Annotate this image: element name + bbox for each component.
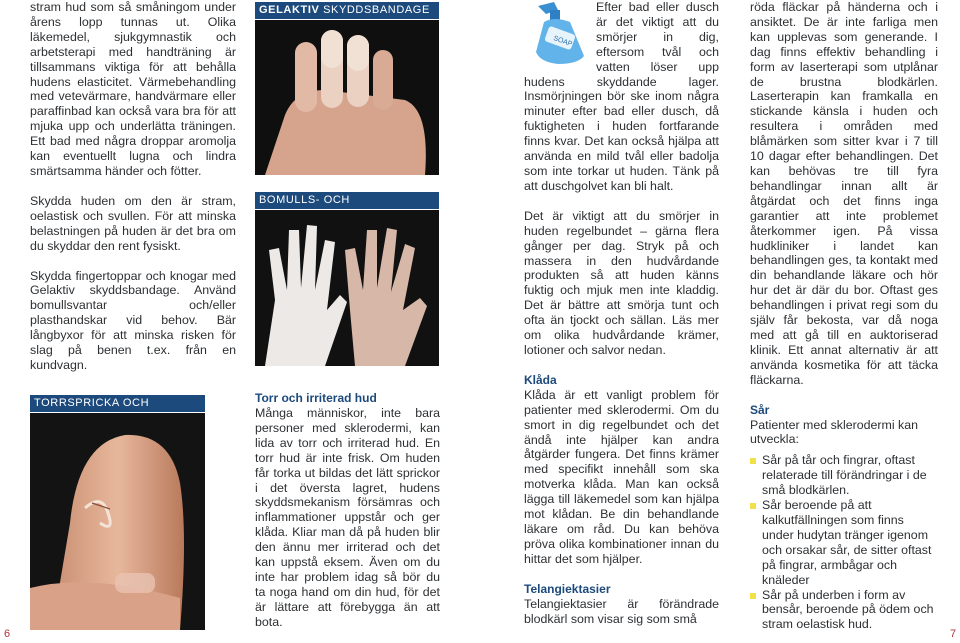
col3-paragraph-1: Efter bad eller dusch är det viktigt att du smörjer in dig, eftersom tvål och vatten löser upp hudens skyddande lager. Insmörjningen bör ske inom några minuter efter bad eller dusch, då fuktigheten i huden fortfarande finns kvar. Det kan också hjälpa att använda en mild tvål eller badolja som inte torkar ut huden. Tänk på att duschgolvet kan bli halt. xyxy=(524,0,719,193)
tag-gelaktiv-bold: GELAKTIV xyxy=(259,4,320,16)
col1-paragraph-2: Skydda huden om den är stram, oelastisk och svullen. För att minska belastningen på huden är det bra om du skyddar den rent fysiskt. xyxy=(30,193,236,253)
soap-bottle-icon xyxy=(524,0,592,66)
tag-torrspricka xyxy=(30,395,205,412)
col4-paragraph-1: röda fläckar på händerna och i ansiktet. De är inte farliga men kan upplevas som generande. I dag finns effektiv behandling i form av laserterapi som utplånar de brustna blodkärlen. Laserterapin kan framkalla en stickande känsla i huden och resultera i områden med blåmärken som sitter kvar i 7 till 10 dagar efter behandlingen. Det kan behövas tre till fyra behandlingar innan allt är åtgärdat och det finns inga garantier att inte problemet återkommer igen. På vissa hudkliniker i landet kan behandlingen ges, ta kontakt med din behandlande läkare och hör hur det är där du bor. Oftast ges behandlingen i privat regi som du själv får bekosta, var då noga med att gå till en auktoriserad klinik. Ett annat alternativ är att använda kosmetika för att täcka fläckarna. xyxy=(750,0,938,387)
col2-paragraph-1: Många människor, inte bara personer med sklerodermi, kan lida av torr och irriterad hud. En torr hud är inte frisk. Om huden får torka ut bildas det lätt sprickor i det översta lagret, hudens skyddsmekanism försämras och inflammationer uppstår och ger klåda. Kliar man då på huden blir den ännu mer irriterad och det kan uppstå eksem. Även om du inte har problem idag så bör du ta noga hand om din hud, för det är lättare att förebygga än att bota. xyxy=(255,406,440,629)
col4-paragraph-2: Patienter med sklerodermi kan utveckla: xyxy=(750,417,919,447)
heading-klada: Klåda xyxy=(524,372,557,387)
tag-gelaktiv-rest: SKYDDSBANDAGE xyxy=(319,4,430,16)
soap-bottle-image xyxy=(524,0,592,66)
sar-bullet-list xyxy=(750,453,938,632)
col3-paragraph-4: Telangiektasier är förändrade blodkärl som visar sig som små xyxy=(524,596,719,626)
column-1 xyxy=(30,0,236,373)
bullet-item: Sår på tår och fingrar, oftast relaterade till förändringar i de små blodkärlen. xyxy=(750,453,938,498)
col1-paragraph-3: Skydda fingertoppar och knogar med Gelaktiv skyddsbandage. Använd bomullsvantar och/eller plasthandskar vid behov. Bär långbyxor för att minska risken för slag på benen t.ex. från en kundvagn. xyxy=(30,268,236,372)
col3-paragraph-2: Det är viktigt att du smörjer in huden regelbundet – gärna flera gånger per dag. Stryk på och massera in den hudvårdande produkten så att huden känns fuktig och mjuk men inte kladdig. Det är bättre att smörja tunt och ofta än tjockt och sällan. Läs mer om olika hudvårdande krämer, lotioner och salvor nedan. xyxy=(524,208,719,357)
col1-paragraph-1: stram hud som så småningom under årens lopp tunnas ut. Olika läkemedel, sjukgymnastik och arbetsterapi med handträning är tillsammans viktiga för att behålla hudens elasticitet. Värmebehandling med vetevärmare, handvärmare eller paraffinbad kan också vara bra för att mjuka upp och underlätta träningen. Ett bad med några droppar aromolja kan eventuellt lugna och lindra smärtsamma händer och fötter. xyxy=(30,0,236,178)
tag-handskar-rest: BOMULLS- OCH xyxy=(259,194,350,206)
heading-torr-hud: Torr och irriterad hud xyxy=(255,391,377,405)
finger-illustration xyxy=(30,413,205,630)
bullet-item: Sår på underben i form av bensår, beroende på ödem och stram oelastisk hud. xyxy=(750,588,938,633)
photo-finger-crack xyxy=(30,413,205,630)
column-3 xyxy=(524,0,719,627)
page-number-right: 7 xyxy=(950,628,957,640)
soap-label: SOAP xyxy=(552,35,573,49)
column-2-text xyxy=(255,391,440,630)
page-number-left: 6 xyxy=(4,628,11,640)
column-4 xyxy=(750,0,938,632)
bandaged-hand-illustration xyxy=(255,20,439,175)
bullet-item: Sår beroende på att kalkutfällningen som finns under hudytan tränger igenom och orsakar sår, de sitter oftast på fingrar, armbågar och knäleder xyxy=(750,498,938,587)
tag-gelaktiv xyxy=(255,2,439,19)
gloves-illustration xyxy=(255,210,439,366)
heading-sar: Sår xyxy=(750,402,770,417)
photo-gloves xyxy=(255,210,439,366)
tag-handskar xyxy=(255,192,439,209)
photo-gelaktiv-bandage xyxy=(255,20,439,175)
col3-paragraph-3: Klåda är ett vanligt problem för patienter med sklerodermi. Om du smort in dig regelbundet och det ändå inte hjälper kan andra åtgärder fungera. Det finns krämer med specifikt innehåll som ska motverka klåda. Man kan också lägga till läkemedel som kan hjälpa mot klådan. Be din behandlande läkare om råd. Du kan behöva pröva olika kombinationer innan du hittar det som hjälper. xyxy=(524,387,719,566)
heading-telangiektasier: Telangiektasier xyxy=(524,581,611,596)
tag-torrspricka-label: TORRSPRICKA OCH xyxy=(34,397,150,409)
